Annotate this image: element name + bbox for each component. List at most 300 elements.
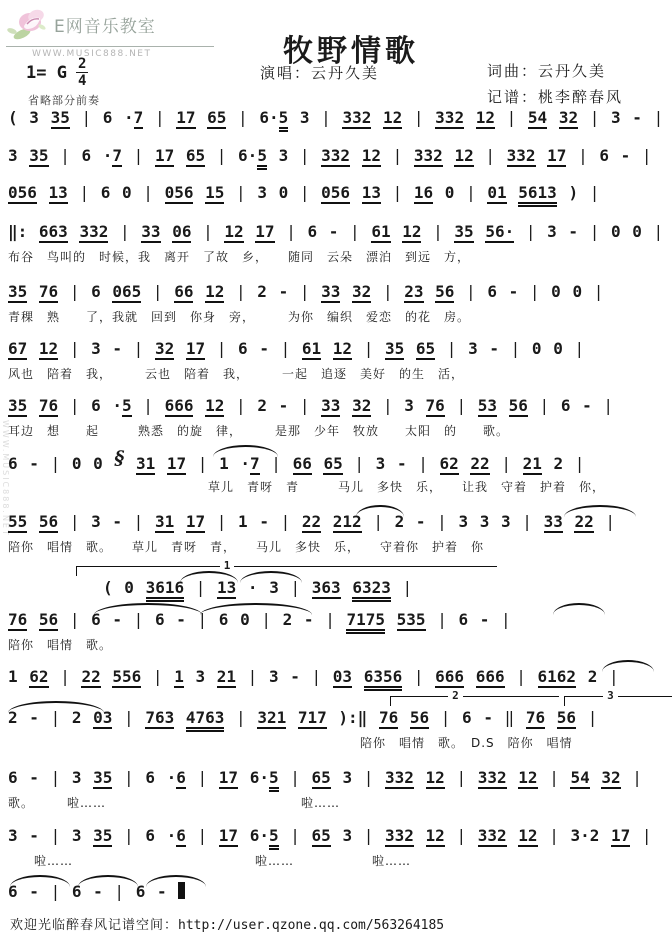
note-token: 3616 xyxy=(145,578,185,597)
note-token: | xyxy=(605,512,616,531)
note-token: - xyxy=(568,222,579,241)
note-token: | xyxy=(522,512,532,531)
note-token: | xyxy=(549,768,559,787)
note-token: 55 xyxy=(8,512,28,531)
slur-arc xyxy=(553,603,605,615)
notation-line-4 xyxy=(8,222,670,265)
note-token: 332 xyxy=(79,222,109,241)
note-token: | xyxy=(152,667,163,686)
note-token: 3 xyxy=(458,512,469,531)
note-token: 54 xyxy=(570,768,590,787)
notation-line-9 xyxy=(8,512,670,555)
note-token: | xyxy=(321,108,331,127)
note-token: 666 xyxy=(435,667,465,686)
note-token: 35 xyxy=(29,146,49,165)
note-token: 03 xyxy=(93,708,113,727)
note-token: ·7 xyxy=(102,146,123,165)
note-token: | xyxy=(133,339,144,358)
note-token: 332 xyxy=(413,146,443,165)
note-token: | xyxy=(525,222,536,241)
note-token: | xyxy=(456,826,467,845)
note-token: | xyxy=(299,396,310,415)
note-token: 6 xyxy=(560,396,571,415)
note-token: | xyxy=(50,708,61,727)
note-token: - xyxy=(582,396,592,415)
note-token: | xyxy=(392,183,403,202)
note-token: 6 xyxy=(599,146,609,165)
notation-line-6 xyxy=(8,339,670,382)
note-token: 0 xyxy=(278,183,289,202)
note-token: 6·5 xyxy=(259,108,289,127)
note-token: 3 xyxy=(71,768,82,787)
note-token: | xyxy=(79,183,90,202)
slur-arc xyxy=(602,660,654,672)
note-token: | xyxy=(124,708,134,727)
note-token: 66 xyxy=(292,454,312,473)
lyrics-text: 陪你 唱情 歌。 D.S 陪你 唱情 xyxy=(360,736,573,750)
note-token: ( xyxy=(8,108,18,127)
note-token: 56 xyxy=(38,610,59,629)
note-token: | xyxy=(290,826,300,845)
note-token: 332 xyxy=(477,768,507,787)
note-token: 17 xyxy=(154,146,175,165)
note-token: 2 xyxy=(257,396,267,415)
note-token: 5613 xyxy=(518,183,557,202)
note-token: 65 xyxy=(311,826,331,845)
note-token: 3 xyxy=(468,339,478,358)
note-token: 12 xyxy=(475,108,495,127)
note-token: | xyxy=(354,454,365,473)
note-token: 6323 xyxy=(352,578,391,597)
note-token: 32 xyxy=(154,339,175,358)
transcriber-credit: 记谱：桃李醉春风 xyxy=(487,88,624,106)
note-token: 61 xyxy=(301,339,322,358)
note-token: - xyxy=(29,768,39,787)
note-token: - xyxy=(303,610,314,629)
note-token: | xyxy=(50,454,61,473)
slur-arc xyxy=(213,445,278,457)
note-token: 12 xyxy=(205,282,225,301)
note-token: - xyxy=(112,512,123,531)
notation-text xyxy=(8,108,670,130)
note-token: · xyxy=(247,578,258,597)
note-token: | xyxy=(456,396,467,415)
note-token: 35 xyxy=(8,396,28,415)
note-token: 6 xyxy=(458,610,469,629)
note-token: 54 xyxy=(527,108,548,127)
note-token: | xyxy=(280,339,291,358)
note-token: | xyxy=(50,768,61,787)
note-token: | xyxy=(124,826,134,845)
note-token: 3 xyxy=(91,339,101,358)
note-token: | xyxy=(466,282,476,301)
footer xyxy=(10,914,444,933)
note-token: 12 xyxy=(361,146,381,165)
note-token: 17 xyxy=(185,339,206,358)
note-token: 06 xyxy=(172,222,192,241)
meter-numerator: 2 xyxy=(77,56,87,72)
note-token: 2 xyxy=(394,512,405,531)
note-token: 22 xyxy=(81,667,101,686)
volta-bracket xyxy=(76,559,497,576)
note-token: | xyxy=(197,826,208,845)
notation-text xyxy=(8,667,670,689)
meter-denominator: 4 xyxy=(77,73,87,89)
note-token: | xyxy=(290,578,301,597)
note-token: 21 xyxy=(216,667,237,686)
song-title: 牧野情歌 xyxy=(283,34,419,69)
notation-line-3 xyxy=(8,183,670,205)
note-token: | xyxy=(69,396,80,415)
composer-credit: 词曲：云丹久美 xyxy=(487,62,607,80)
slur-arc xyxy=(78,875,138,887)
note-token: 6 xyxy=(71,882,82,901)
notation-line-2 xyxy=(8,146,670,168)
note-token: | xyxy=(236,708,246,727)
notation-line-13 xyxy=(8,689,670,751)
note-token: | xyxy=(485,146,495,165)
note-token: 3 xyxy=(375,454,386,473)
volta-bracket xyxy=(564,689,672,706)
note-token: 0 xyxy=(572,282,583,301)
lyrics-text: 布谷 鸟叫的 时候，我 离开 了故 乡， 随同 云朵 漂泊 到远 方， xyxy=(8,250,471,264)
note-token: | xyxy=(60,667,70,686)
note-token: 3 xyxy=(501,512,511,531)
note-token: | xyxy=(402,578,413,597)
note-token: 17 xyxy=(218,826,239,845)
note-token: 212 xyxy=(332,512,362,531)
note-token: | xyxy=(539,396,550,415)
note-token: | xyxy=(516,667,526,686)
note-token: - xyxy=(278,282,289,301)
note-token: | xyxy=(382,396,393,415)
note-token: 6 xyxy=(154,610,165,629)
note-token: 76 xyxy=(38,396,59,415)
note-token: | xyxy=(325,610,335,629)
note-token: 3 xyxy=(342,826,353,845)
note-token: | xyxy=(50,826,61,845)
note-token: 6 xyxy=(145,768,155,787)
note-token: 76 xyxy=(425,396,445,415)
note-token: 1 xyxy=(219,454,229,473)
volta-label: 2 xyxy=(448,689,463,702)
note-token: | xyxy=(114,882,125,901)
note-token: - xyxy=(156,882,167,901)
note-token: - xyxy=(290,667,300,686)
note-token: 17 xyxy=(185,512,206,531)
footer-text: 欢迎光临醉春风记谱空间： xyxy=(10,918,179,933)
note-token: | xyxy=(501,454,511,473)
note-token: 76 xyxy=(38,282,59,301)
slur-arc xyxy=(10,875,70,887)
notation-line-11 xyxy=(8,610,670,653)
note-token: 056 xyxy=(321,183,351,202)
note-token: ‖ xyxy=(504,708,515,727)
note-token: - xyxy=(632,108,642,127)
note-token: | xyxy=(261,610,271,629)
note-token: | xyxy=(392,146,403,165)
note-token: 3 xyxy=(195,667,206,686)
slur-arc xyxy=(200,603,312,615)
note-token: | xyxy=(216,512,227,531)
note-token: ·7 xyxy=(124,108,144,127)
note-token: | xyxy=(236,396,246,415)
note-token: 61 xyxy=(371,222,391,241)
note-token: 0 xyxy=(240,610,250,629)
note-token: 666 xyxy=(164,396,194,415)
note-token: 65 xyxy=(323,454,343,473)
notation-line-14 xyxy=(8,768,670,811)
note-token: 16 xyxy=(413,183,434,202)
note-token: ):‖ xyxy=(338,708,368,727)
note-token: 67 xyxy=(8,339,28,358)
note-token: | xyxy=(603,396,614,415)
note-token: | xyxy=(143,183,153,202)
note-token: 03 xyxy=(332,667,353,686)
note-token: 3 xyxy=(342,768,353,787)
note-token: 717 xyxy=(297,708,327,727)
lyrics-text: 耳边 想 起 熟悉 的旋 律， 是那 少年 牧放 太阳 的 歌。 xyxy=(8,424,510,438)
note-token: | xyxy=(280,512,291,531)
notation-line-8 xyxy=(8,447,670,495)
note-token: 66 xyxy=(174,282,194,301)
note-token: 6 xyxy=(218,610,229,629)
lyrics-text: 青稞 熟 了，我就 回到 你身 旁， 为你 编织 爱恋 的花 房。 xyxy=(8,310,471,324)
note-token: 35 xyxy=(8,282,28,301)
note-token: 35 xyxy=(50,108,70,127)
note-token: 3 xyxy=(257,183,267,202)
note-token: 32 xyxy=(558,108,579,127)
note-token: | xyxy=(593,282,604,301)
note-token: | xyxy=(216,339,227,358)
note-token: 56 xyxy=(435,282,455,301)
note-token: | xyxy=(446,339,457,358)
notation-text xyxy=(8,222,670,244)
note-token: 3 xyxy=(91,512,101,531)
note-token: | xyxy=(124,768,134,787)
note-token: | xyxy=(197,610,208,629)
note-token: - xyxy=(489,339,499,358)
prelude-note: 省略部分前奏 xyxy=(28,94,100,107)
note-token: 0 xyxy=(610,222,621,241)
note-token: | xyxy=(437,512,447,531)
note-token: | xyxy=(413,667,424,686)
volta-bracket xyxy=(390,689,559,706)
note-token: 2 xyxy=(553,454,564,473)
note-token: | xyxy=(133,610,144,629)
note-token: - xyxy=(29,826,39,845)
note-token: | xyxy=(578,146,588,165)
notation-text xyxy=(8,146,670,168)
note-token: 15 xyxy=(205,183,225,202)
note-token: | xyxy=(501,610,511,629)
note-token: 6 xyxy=(81,146,92,165)
notation-line-7 xyxy=(8,396,670,439)
note-token: ·5 xyxy=(112,396,132,415)
note-token: 22 xyxy=(470,454,490,473)
note-token: 32 xyxy=(601,768,621,787)
note-token: 13 xyxy=(361,183,381,202)
note-token: | xyxy=(197,768,208,787)
note-token: | xyxy=(589,108,600,127)
slur-arc xyxy=(94,603,202,615)
note-token: 332 xyxy=(385,826,414,845)
note-token: 2 xyxy=(282,610,293,629)
lyrics-text: 歌。 啦…… 啦…… xyxy=(8,796,341,810)
note-token: 332 xyxy=(385,768,414,787)
note-token: 6 xyxy=(102,108,113,127)
note-token: | xyxy=(574,339,585,358)
note-token: 62 xyxy=(29,667,49,686)
note-token: 332 xyxy=(321,146,351,165)
footer-url-link[interactable]: http://user.qzone.qq.com/563264185 xyxy=(178,918,445,933)
note-token: - xyxy=(112,339,123,358)
note-token: 556 xyxy=(112,667,142,686)
note-token: 12 xyxy=(425,768,445,787)
note-token: | xyxy=(133,512,144,531)
note-token: 6 xyxy=(91,610,101,629)
note-token: | xyxy=(236,183,246,202)
note-token: 3 xyxy=(547,222,557,241)
note-token: 76 xyxy=(525,708,546,727)
note-token: 3 xyxy=(611,108,621,127)
note-token: - xyxy=(328,222,339,241)
note-token: 0 xyxy=(553,339,563,358)
note-token: | xyxy=(195,578,206,597)
note-token: 6 xyxy=(91,282,101,301)
singer-credit: 演唱：云丹久美 xyxy=(260,64,380,82)
note-token: | xyxy=(574,454,585,473)
note-token: 12 xyxy=(454,146,474,165)
notation-text xyxy=(8,826,670,848)
note-token: 13 xyxy=(217,578,237,597)
note-token: | xyxy=(143,396,153,415)
note-token: 12 xyxy=(518,768,538,787)
note-token: - xyxy=(29,708,39,727)
note-token: | xyxy=(641,146,652,165)
note-token: | xyxy=(299,282,310,301)
note-token: 3 xyxy=(29,108,39,127)
note-token: | xyxy=(299,183,310,202)
site-url: WWW.MUSIC888.NET xyxy=(32,49,152,59)
site-name: E网音乐教室 xyxy=(54,16,156,37)
note-token: 56· xyxy=(485,222,515,241)
note-token: 3·2 xyxy=(570,826,600,845)
note-token: 3 xyxy=(8,146,18,165)
note-token: | xyxy=(529,282,540,301)
note-token: 056 xyxy=(8,183,37,202)
note-token: 13 xyxy=(48,183,68,202)
notation-line-1 xyxy=(8,108,670,130)
note-token: 0 xyxy=(531,339,542,358)
volta-label: 1 xyxy=(220,559,235,572)
note-token: | xyxy=(506,108,517,127)
note-token: - xyxy=(508,282,519,301)
note-token: | xyxy=(549,826,559,845)
note-token: 4763 xyxy=(185,708,225,727)
notation-text xyxy=(8,768,670,790)
note-token: 21 xyxy=(522,454,542,473)
note-token: 663 xyxy=(38,222,68,241)
note-token: 12 xyxy=(402,222,422,241)
note-token: 22 xyxy=(574,512,594,531)
note-token: | xyxy=(236,282,246,301)
note-token: 6 xyxy=(487,282,497,301)
note-token: ·7 xyxy=(240,454,260,473)
note-token: 32 xyxy=(352,282,372,301)
note-token: 0 xyxy=(122,183,132,202)
note-token: 363 xyxy=(311,578,341,597)
note-token: | xyxy=(413,108,424,127)
note-token: 6 xyxy=(238,339,248,358)
note-token: 6 xyxy=(145,826,155,845)
note-token: 12 xyxy=(38,339,59,358)
notation-text xyxy=(8,282,670,304)
note-token: 17 xyxy=(218,768,239,787)
segno-sign: § xyxy=(114,447,125,469)
notation-line-12 xyxy=(8,667,670,689)
note-token: - xyxy=(396,454,407,473)
note-token: | xyxy=(589,222,600,241)
note-token: 0 xyxy=(632,222,642,241)
note-token: 3 xyxy=(8,826,18,845)
notation-text xyxy=(8,183,670,205)
note-token: 33 xyxy=(141,222,161,241)
note-token: 3 xyxy=(268,667,279,686)
note-token: 3 xyxy=(479,512,490,531)
note-token: ·6 xyxy=(166,768,186,787)
note-token: | xyxy=(271,454,281,473)
note-token: 3 xyxy=(404,396,414,415)
note-token: | xyxy=(290,768,300,787)
lyrics-text: 陪你 唱情 歌。 xyxy=(8,638,113,652)
note-token: 535 xyxy=(396,610,426,629)
slur-arc xyxy=(356,505,404,517)
note-token: | xyxy=(69,610,80,629)
note-token: 56 xyxy=(38,512,59,531)
note-token: 6 xyxy=(462,708,472,727)
notation-text xyxy=(8,447,670,474)
slur-arc xyxy=(564,505,636,517)
note-token: 31 xyxy=(135,454,156,473)
note-token: - xyxy=(620,146,631,165)
note-token: | xyxy=(81,108,92,127)
notation-line-10 xyxy=(8,559,670,600)
note-token: ( xyxy=(103,578,113,597)
lyrics-text: 风也 陪着 我， 云也 陪着 我， 一起 追逐 美好 的生 活， xyxy=(8,367,465,381)
note-token: | xyxy=(433,222,443,241)
note-token: - xyxy=(29,882,39,901)
note-token: - xyxy=(479,610,490,629)
note-token: 2 xyxy=(71,708,82,727)
note-token: | xyxy=(641,826,652,845)
lyrics-text: 陪你 唱情 歌。 草儿 青呀 青， 马儿 多快 乐， 守着你 护着 你 xyxy=(8,540,485,554)
note-token: | xyxy=(418,454,428,473)
note-token: 332 xyxy=(435,108,465,127)
note-token: 6356 xyxy=(363,667,403,686)
note-token: - xyxy=(483,708,493,727)
note-token: | xyxy=(653,222,664,241)
note-token: 6·5 xyxy=(249,826,279,845)
note-token: | xyxy=(466,183,476,202)
side-watermark: WWW.MUSIC888.NET xyxy=(1,420,10,537)
note-token: 65 xyxy=(207,108,227,127)
slur-arc xyxy=(8,701,104,713)
note-token: | xyxy=(203,222,213,241)
note-token: - xyxy=(259,512,269,531)
note-token: | xyxy=(311,667,322,686)
note-token: | xyxy=(197,454,208,473)
